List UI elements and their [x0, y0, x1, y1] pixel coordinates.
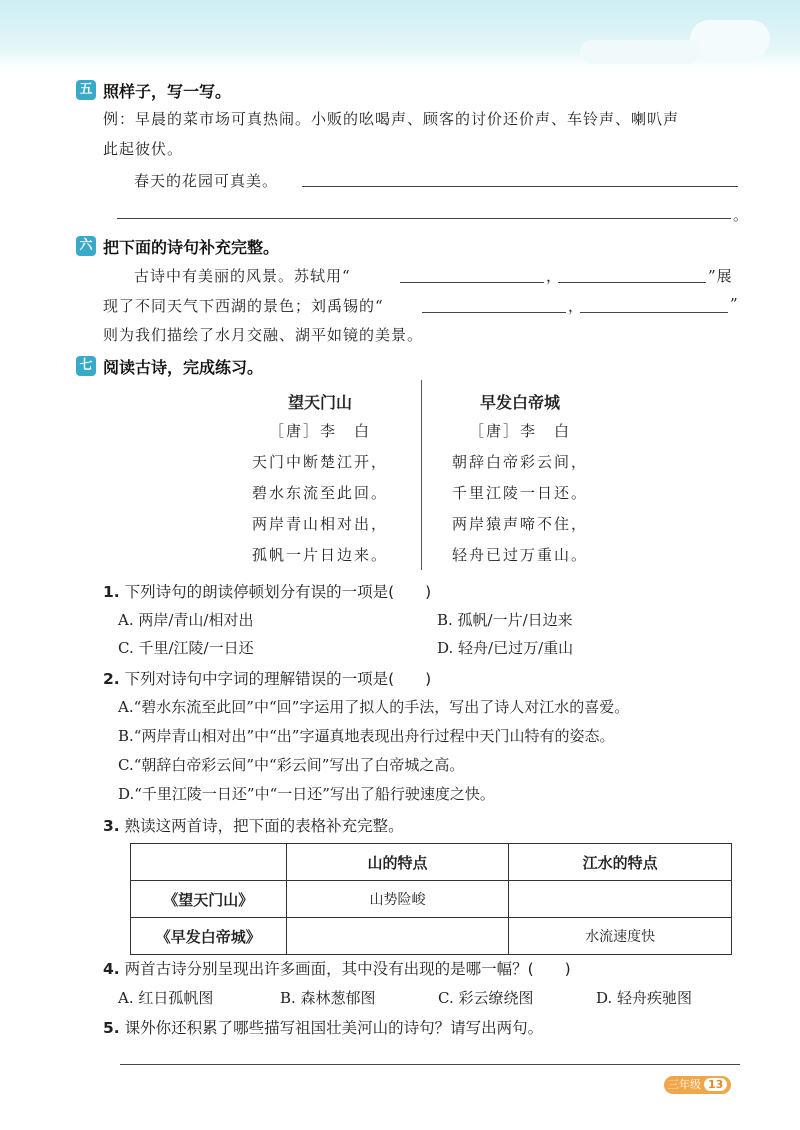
question-text: 熟读这两首诗，把下面的表格补充完整。 [124, 817, 404, 835]
question-number: 3. [103, 817, 120, 835]
section-six-title: 把下面的诗句补充完整。 [103, 238, 280, 257]
table-row-header: 《望天门山》 [131, 881, 287, 918]
poem-author: ［唐］李 白 [468, 422, 571, 440]
question-text: 下列对诗句中字词的理解错误的一项是( ) [124, 670, 432, 688]
section-five-title: 照样子，写一写。 [103, 82, 232, 101]
poem-right [430, 390, 610, 565]
option-a[interactable]: A. 红日孤帆图 [118, 989, 214, 1007]
question-text: 两首古诗分别呈现出许多画面，其中没有出现的是哪一幅？( ) [124, 960, 571, 978]
blank-line[interactable] [558, 282, 706, 283]
answer-table [130, 843, 732, 955]
option-c[interactable]: C. 千里/江陵/一日还 [118, 639, 254, 657]
question-number: 2. [103, 670, 120, 688]
option-b[interactable]: B.“两岸青山相对出”中“出”字逼真地表现出舟行过程中天门山特有的姿态。 [118, 727, 615, 745]
option-d[interactable]: D. 轻舟/已过万/重山 [437, 639, 574, 657]
option-a[interactable]: A. 两岸/青山/相对出 [118, 611, 254, 629]
question-5 [103, 1016, 543, 1038]
fill-text-2b: ， [568, 297, 585, 315]
blank-line[interactable] [422, 312, 566, 313]
table-cell: 山势险峻 [286, 881, 509, 918]
poem-left [230, 390, 410, 565]
table-cell-blank[interactable] [286, 918, 509, 955]
cloud-decoration [580, 40, 700, 64]
example-line-2: 此起彼伏。 [103, 140, 184, 158]
example-line-1: 例：早晨的菜市场可真热闹。小贩的吆喝声、顾客的讨价还价声、车铃声、喇叭声 [103, 110, 680, 128]
answer-line[interactable] [120, 1064, 740, 1065]
poem-line: 孤帆一片日边来。 [251, 546, 388, 564]
poem-line: 碧水东流至此回。 [251, 484, 388, 502]
table-row-header: 《早发白帝城》 [131, 918, 287, 955]
poem-line: 千里江陵一日还。 [451, 484, 588, 502]
poem-line: 两岸猿声啼不住， [451, 515, 588, 533]
fill-text-2c: ” [730, 295, 739, 313]
section-seven-icon: 七 [76, 356, 96, 376]
section-five-icon: 五 [76, 80, 96, 100]
blank-line[interactable] [580, 312, 728, 313]
poem-author: ［唐］李 白 [268, 422, 371, 440]
poem-divider [421, 380, 422, 570]
fill-text-1a: 古诗中有美丽的风景。苏轼用“ [134, 267, 351, 285]
question-2 [103, 667, 431, 689]
poem-line: 朝辞白帝彩云间， [451, 453, 588, 471]
option-d[interactable]: D. 轻舟疾驰图 [596, 989, 693, 1007]
question-number: 5. [103, 1019, 120, 1037]
table-cell: 水流速度快 [509, 918, 732, 955]
grade-label: 三年级 [668, 1078, 701, 1091]
fill-text-2a: 现了不同天气下西湖的景色；刘禹锡的“ [103, 297, 384, 315]
answer-line[interactable] [302, 186, 738, 187]
poem-line: 轻舟已过万重山。 [451, 546, 588, 564]
table-cell-blank[interactable] [509, 881, 732, 918]
poem-line: 两岸青山相对出， [251, 515, 388, 533]
end-period: 。 [733, 206, 750, 224]
option-b[interactable]: B. 森林葱郁图 [280, 989, 376, 1007]
cloud-decoration [690, 20, 770, 58]
question-1 [103, 580, 431, 602]
table-header: 山的特点 [286, 844, 509, 881]
option-d[interactable]: D.“千里江陵一日还”中“一日还”写出了船行驶速度之快。 [118, 785, 495, 803]
table-header: 江水的特点 [509, 844, 732, 881]
fill-text-1b: ， [546, 267, 563, 285]
page-footer [664, 1076, 731, 1094]
section-six-icon: 六 [76, 236, 96, 256]
fill-text-3: 则为我们描绘了水月交融、湖平如镜的美景。 [103, 326, 424, 344]
question-text: 下列诗句的朗读停顿划分有误的一项是( ) [124, 583, 432, 601]
section-seven-title: 阅读古诗，完成练习。 [103, 358, 264, 377]
question-number: 1. [103, 583, 120, 601]
poem-title: 早发白帝城 [479, 393, 560, 412]
fill-text-1c: ”展 [708, 267, 733, 285]
option-a[interactable]: A.“碧水东流至此回”中“回”字运用了拟人的手法，写出了诗人对江水的喜爱。 [118, 698, 630, 716]
option-b[interactable]: B. 孤帆/一片/日边来 [437, 611, 573, 629]
page-number: 13 [704, 1078, 727, 1091]
option-c[interactable]: C.“朝辞白帝彩云间”中“彩云间”写出了白帝城之高。 [118, 756, 465, 774]
question-text: 课外你还积累了哪些描写祖国壮美河山的诗句？请写出两句。 [124, 1019, 544, 1037]
poem-line: 天门中断楚江开， [251, 453, 388, 471]
poem-title: 望天门山 [287, 393, 352, 412]
question-number: 4. [103, 960, 120, 978]
blank-line[interactable] [400, 282, 544, 283]
question-4 [103, 957, 571, 979]
writing-prompt: 春天的花园可真美。 [134, 172, 279, 190]
question-3 [103, 814, 404, 836]
table-corner-cell [131, 844, 287, 881]
option-c[interactable]: C. 彩云缭绕图 [438, 989, 534, 1007]
answer-line[interactable] [117, 218, 731, 219]
